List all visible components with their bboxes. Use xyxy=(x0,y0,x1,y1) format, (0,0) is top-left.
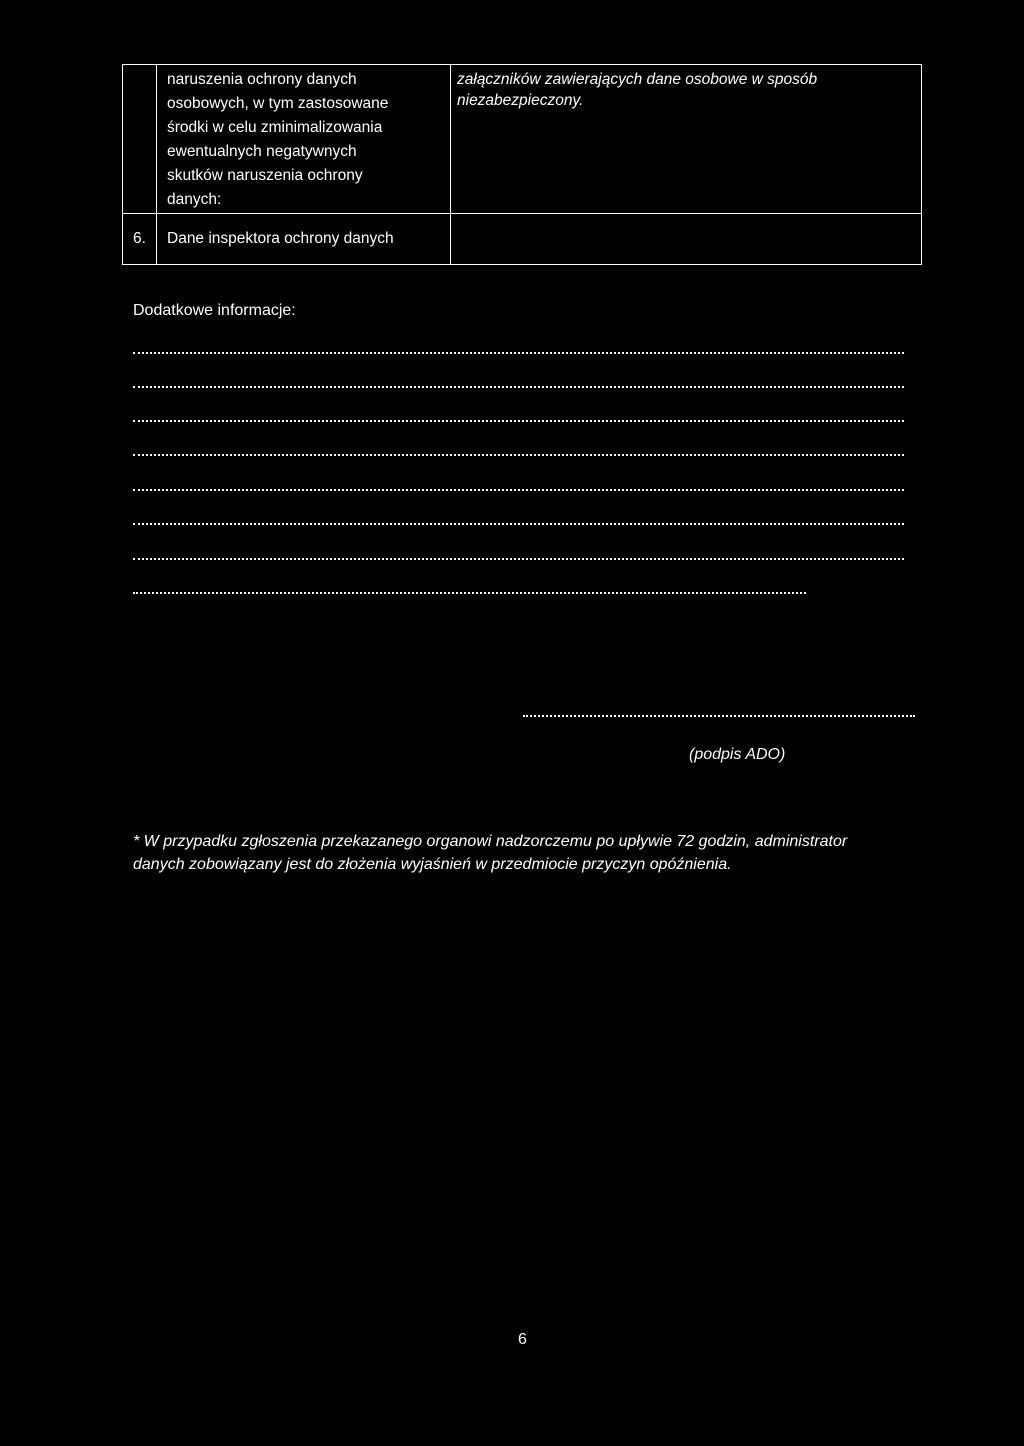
row-label-cell xyxy=(157,214,451,265)
page-number: 6 xyxy=(518,1331,527,1348)
table-row xyxy=(123,214,922,265)
dpo-data-value xyxy=(451,237,921,241)
dpo-data-value-cell xyxy=(451,214,922,265)
row-number-cell xyxy=(123,65,157,214)
footnote: * W przypadku zgłoszenia przekazanego organowi nadzorczemu po upływie 72 godzin, administrator danych zobowiązany jest do złożenia wyjaśnień w przedmiocie przyczyn opóźnienia. xyxy=(133,833,848,873)
row-number: 6. xyxy=(133,230,146,247)
row-value-cell xyxy=(451,65,922,214)
additional-info-line xyxy=(133,420,904,422)
dpo-data-label: Dane inspektora ochrony danych xyxy=(167,230,394,247)
form-table xyxy=(122,64,922,265)
additional-info-line xyxy=(133,454,904,456)
table-row xyxy=(123,65,922,214)
additional-info-line xyxy=(133,558,904,560)
additional-info-line xyxy=(133,352,904,354)
breach-measures-label: naruszenia ochrony danych osobowych, w tym zastosowane środki w celu zminimalizowania ewentualnych negatywnych skutków naruszenia ochrony danych: xyxy=(167,71,389,208)
row-number-cell xyxy=(123,214,157,265)
breach-measures-value: załączników zawierających dane osobowe w sposób niezabezpieczony. xyxy=(457,71,818,109)
row-label-cell xyxy=(157,65,451,214)
additional-info-line xyxy=(133,489,904,491)
additional-info-line xyxy=(133,592,806,594)
additional-info-line xyxy=(133,523,904,525)
signature-line xyxy=(523,715,915,717)
additional-info-line xyxy=(133,386,904,388)
signature-caption: (podpis ADO) xyxy=(689,746,786,763)
additional-info-label: Dodatkowe informacje: xyxy=(133,302,296,319)
